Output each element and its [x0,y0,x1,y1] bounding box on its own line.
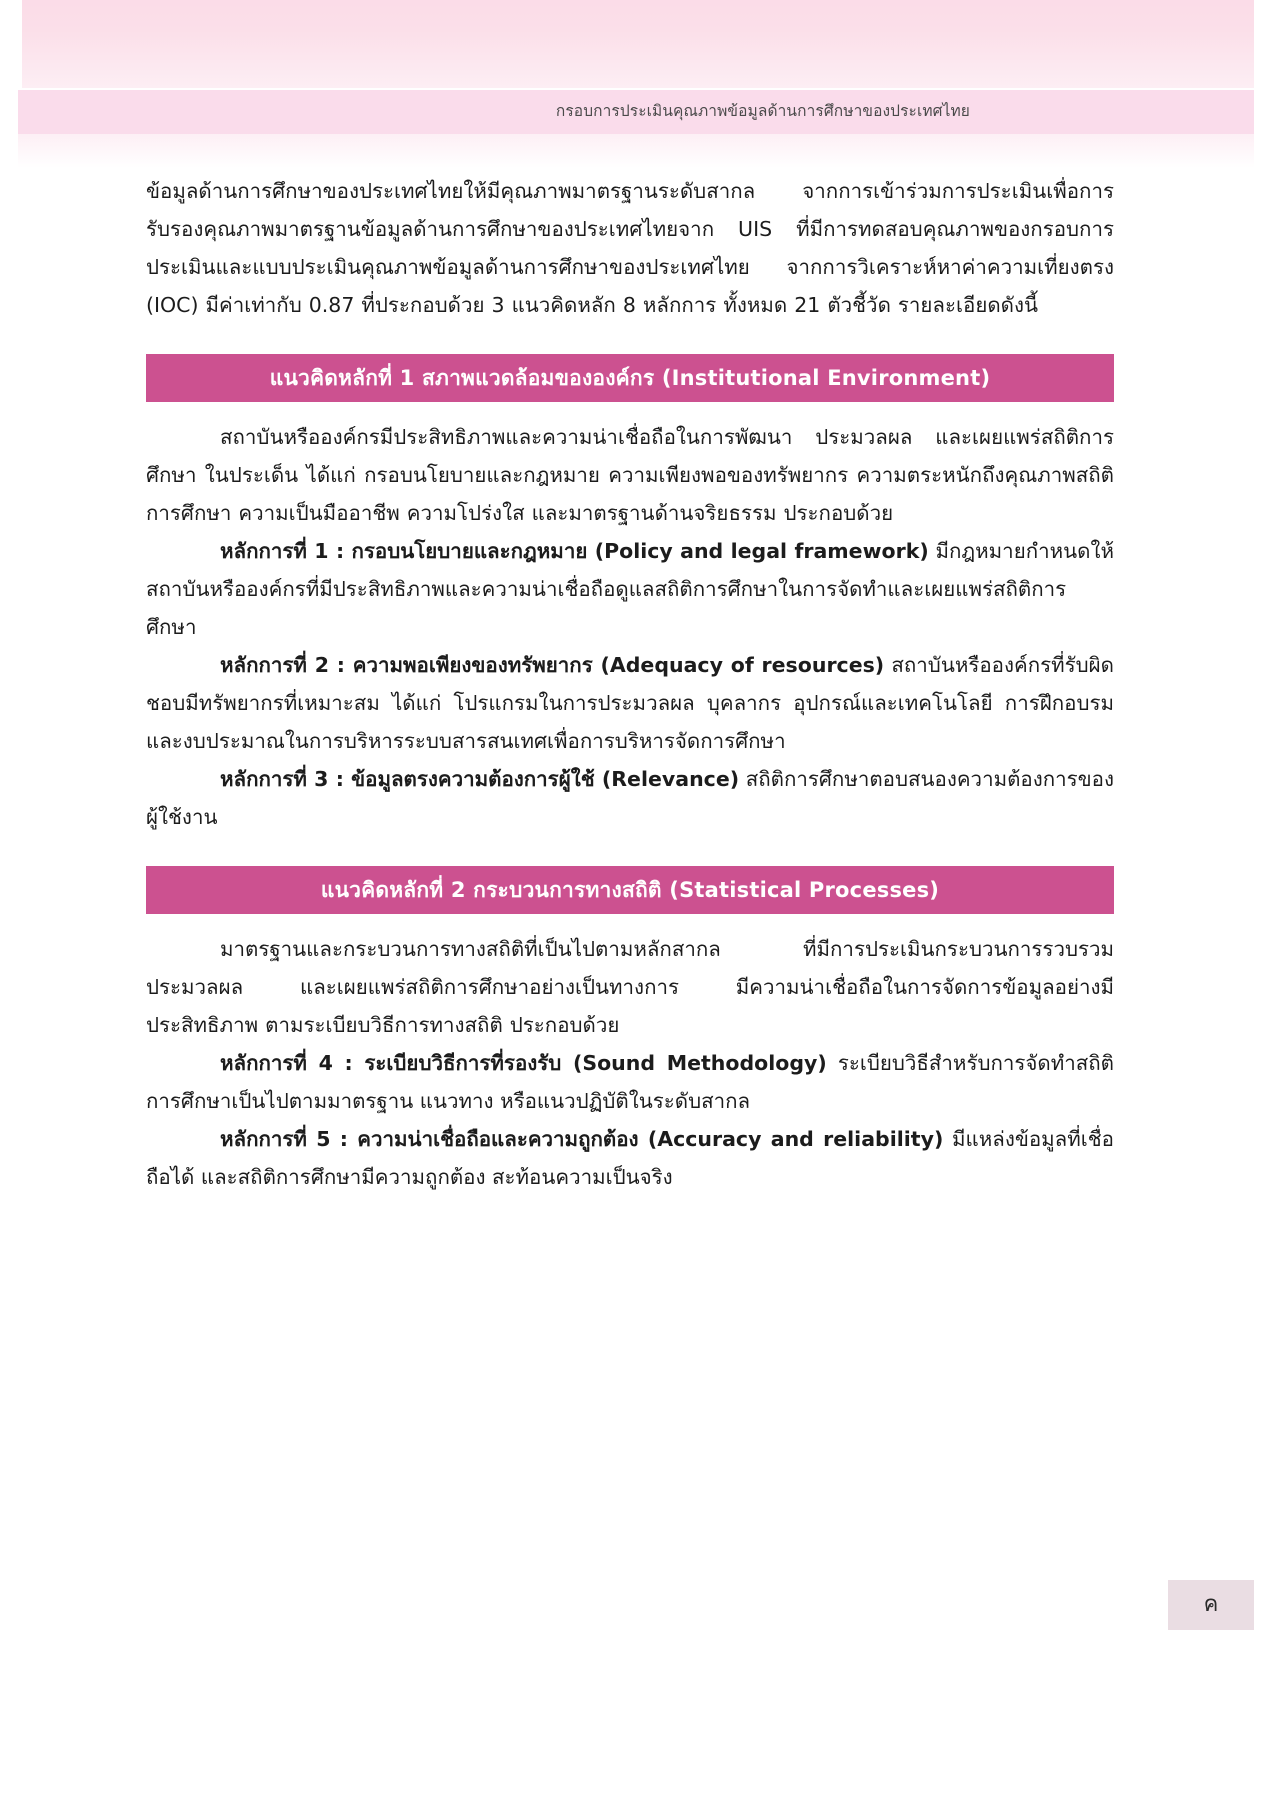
principle-2 [146,646,1114,760]
top-band-left-margin [0,0,22,88]
section-heading-bar-2 [146,866,1114,914]
section-1-intro: สถาบันหรือองค์กรมีประสิทธิภาพและความน่าเชื่อถือในการพัฒนา ประมวลผล และเผยแพร่สถิติการศึกษา ในประเด็น ได้แก่ กรอบนโยบายและกฎหมาย ความเพียงพอของทรัพยากร ความตระหนักถึงคุณภาพสถิติการศึกษา ความเป็นมืออาชีพ ความโปร่งใส และมาตรฐานด้านจริยธรรม ประกอบด้วย [146,425,1114,525]
principle-5 [146,1120,1114,1196]
principle-1-title: หลักการที่ 1 : กรอบนโยบายและกฎหมาย (Policy and legal framework) [220,539,929,563]
page-number-label: ค [1203,1592,1219,1617]
principle-4-title: หลักการที่ 4 : ระเบียบวิธีการที่รองรับ (Sound Methodology) [220,1051,827,1075]
principle-1 [146,532,1114,646]
principle-3-body: สถิติการศึกษาตอบสนองความต้องการของผู้ใช้งาน [146,767,1114,829]
principle-4-body: ระเบียบวิธีสำหรับการจัดทำสถิติการศึกษาเป็นไปตามมาตรฐาน แนวทาง หรือแนวปฏิบัติในระดับสากล [146,1051,1114,1113]
principle-1-body: มีกฎหมายกำหนดให้สถาบันหรือองค์กรที่มีประสิทธิภาพและความน่าเชื่อถือดูแลสถิติการศึกษาในการจัดทำและเผยแพร่สถิติการศึกษา [146,539,1114,639]
top-band-right-margin [1254,0,1272,88]
section-2-intro: มาตรฐานและกระบวนการทางสถิติที่เป็นไปตามหลักสากล ที่มีการประเมินกระบวนการรวบรวม ประมวลผล และเผยแพร่สถิติการศึกษาอย่างเป็นทางการ มีความน่าเชื่อถือในการจัดการข้อมูลอย่างมีประสิทธิภาพ ตามระเบียบวิธีการทางสถิติ ประกอบด้วย [146,937,1114,1037]
section-heading-label-2: แนวคิดหลักที่ 2 กระบวนการทางสถิติ (Statistical Processes) [320,877,940,902]
intro-paragraph: ข้อมูลด้านการศึกษาของประเทศไทยให้มีคุณภาพมาตรฐานระดับสากล จากการเข้าร่วมการประเมินเพื่อการรับรองคุณภาพมาตรฐานข้อมูลด้านการศึกษาของประเทศไทยจาก UIS ที่มีการทดสอบคุณภาพของกรอบการประเมินและแบบประเมินคุณภาพข้อมูลด้านการศึกษาของประเทศไทย จากการวิเคราะห์หาค่าความเที่ยงตรง (IOC) มีค่าเท่ากับ 0.87 ที่ประกอบด้วย 3 แนวคิดหลัก 8 หลักการ ทั้งหมด 21 ตัวชี้วัด รายละเอียดดังนี้ [146,179,1114,317]
running-head-text: กรอบการประเมินคุณภาพข้อมูลด้านการศึกษาของประเทศไทย [555,102,970,121]
principle-2-title: หลักการที่ 2 : ความพอเพียงของทรัพยากร (Adequacy of resources) [220,653,885,677]
running-head-strip [18,90,1254,134]
principle-2-body: สถาบันหรือองค์กรที่รับผิดชอบมีทรัพยากรที่เหมาะสม ได้แก่ โปรแกรมในการประมวลผล บุคลากร อุปกรณ์และเทคโนโลยี การฝึกอบรม และงบประมาณในการบริหารระบบสารสนเทศเพื่อการบริหารจัดการศึกษา [146,653,1114,753]
top-decorative-band [0,0,1272,88]
page-content [146,172,1114,1196]
principle-3 [146,760,1114,836]
principle-4 [146,1044,1114,1120]
page-number-tab [1168,1580,1254,1630]
principle-3-title: หลักการที่ 3 : ข้อมูลตรงความต้องการผู้ใช้ (Relevance) [220,767,740,791]
header-fade [18,134,1254,168]
section-heading-label-1: แนวคิดหลักที่ 1 สภาพแวดล้อมขององค์กร (Institutional Environment) [269,365,991,390]
principle-5-body: มีแหล่งข้อมูลที่เชื่อถือได้ และสถิติการศึกษามีความถูกต้อง สะท้อนความเป็นจริง [146,1127,1114,1189]
section-heading-bar-1 [146,354,1114,402]
principle-5-title: หลักการที่ 5 : ความน่าเชื่อถือและความถูกต้อง (Accuracy and reliability) [220,1127,944,1151]
